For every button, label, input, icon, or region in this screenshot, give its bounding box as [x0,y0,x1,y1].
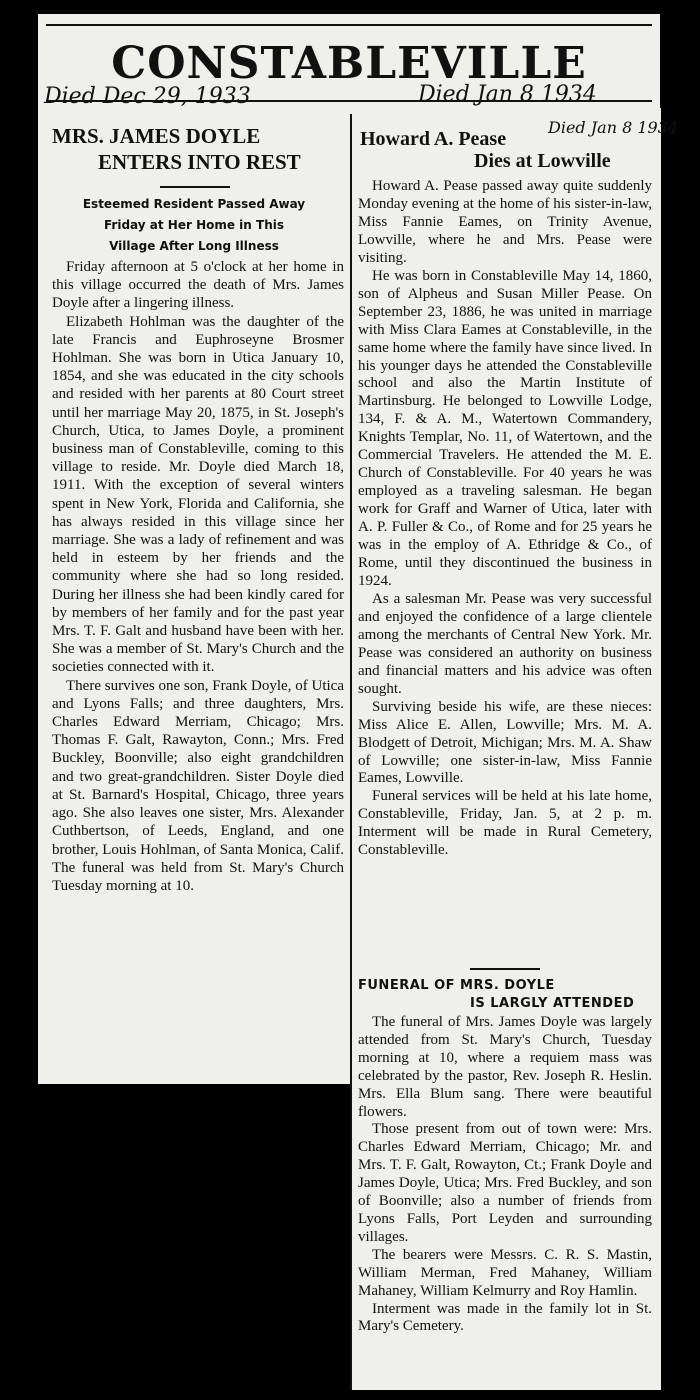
doyle-paragraph: There survives one son, Frank Doyle, of Utica and Lyons Falls; and three daughters, Mrs. Charles Edward Merriam, Chicago; Mrs. Thomas F. Galt, Rawayton, Conn.; Mrs. Fred Buckley, Boonville; also eight grandchildren and two great-grandchildren. Sister Doyle died at St. Barnard's Hospital, Chicago, three years ago. She also leaves one sister, Mrs. Alexander Cuthbertson, of Leeds, England, and one brother, Louis Hohlman, of Santa Monica, Calif. The funeral was held from St. Mary's Church Tuesday morning at 10. [52,677,344,894]
pease-paragraph: Surviving beside his wife, are these nieces: Miss Alice E. Allen, Lowville; Mrs. M. A. Blodgett of Detroit, Michigan; Mrs. M. A. Shaw of Lowville; one sister-in-law, Miss Fannie Eames, Lowville. [358,698,652,787]
doyle-subhead-line1: Esteemed Resident Passed Away [82,197,306,211]
doyle-subhead [44,194,344,257]
doyle-headline-rule [160,186,230,188]
doyle-paragraph: Friday afternoon at 5 o'clock at her home in this village occurred the death of Mrs. James Doyle after a lingering illness. [52,259,344,312]
pease-headline-line1: Howard A. Pease [360,128,507,150]
pease-paragraph: He was born in Constableville May 14, 1860, son of Alpheus and Susan Miller Pease. On September 23, 1886, he was united in marriage with Miss Clara Eames at Constableville, in the same home where the family have since lived. In his younger days he attended the Constableville school and also the Martin Institute of Martinsburg. He belonged to Lowville Lodge, 134, F. & A. M., Watertown Commandery, Knights Templar, No. 11, of Watertown, and the Commercial Travelers. He attended the M. E. Church of Constableville. For 40 years he was employed as a traveling salesman. He began work for Graff and Warner of Utica, later with A. P. Fuller & Co., of Rome and for 25 years he was in the employ of A. Ethridge & Co., of Rome, until they discontinued the business in 1924. [358,267,652,589]
masthead [38,14,660,114]
funeral-rule [470,968,540,970]
funeral-paragraph: The funeral of Mrs. James Doyle was largely attended from St. Mary's Church, Tuesday morning at 10, where a requiem mass was celebrated by the pastor, Rev. Joseph R. Heslin. Mrs. Ella Blum sang. There were beautiful flowers. [358,1014,652,1120]
doyle-headline-line1: MRS. JAMES DOYLE [52,124,261,148]
pease-body [358,178,652,860]
doyle-headline-line2: ENTERS INTO REST [98,150,301,174]
doyle-subhead-line2: Friday at Her Home in This [104,218,284,232]
funeral-paragraph: Interment was made in the family lot in St. Mary's Cemetery. [358,1300,652,1335]
funeral-body [358,1014,652,1336]
doyle-body [52,258,344,895]
masthead-top-rule [46,24,652,26]
pease-headline-line2: Dies at Lowville [474,150,611,172]
doyle-paragraph: Elizabeth Hohlman was the daughter of the late Francis and Euphroseyne Brosmer Hohlman. She was born in Utica January 10, 1854, and she was educated in the city schools and resided with her parents at 80 Court street until her marriage May 20, 1875, in St. Joseph's Church, Utica, to James Doyle, a prominent business man of Constableville, coming to this village to reside. Mr. Doyle died March 18, 1911. With the exception of several winters spent in New York, Florida and California, she has always resided in this village since her marriage. She was a lady of refinement and was held in esteem by her friends and the community where she had so long resided. During her illness she had been kindly cared for by members of her family and for the past year Mrs. T. F. Galt and husband have been with her. She was a member of St. Mary's Church and the societies connected with it. [52,313,344,676]
doyle-subhead-line3: Village After Long Illness [109,239,279,253]
pease-paragraph: Howard A. Pease passed away quite suddenly Monday evening at the home of his sister-in-law, Miss Fannie Eames, on Trinity Avenue, Lowville, where he and Mrs. Pease were visiting. [358,178,652,266]
funeral-paragraph: Those present from out of town were: Mrs. Charles Edward Merriam, Chicago; Mr. and Mrs. T. F. Galt, Rowayton, Ct.; Frank Doyle and James Doyle, Utica; Mrs. Fred Buckley, and son of Boonville; also a number of friends from Lyons Falls, Port Leyden and surrounding villages. [358,1121,652,1245]
funeral-headline-line2: IS LARGLY ATTENDED [470,996,635,1011]
handwritten-note-right: Died Jan 8 1934 [418,82,597,107]
pease-paragraph: As a salesman Mr. Pease was very successful and enjoyed the confidence of a large clientele among the merchants of Central New York. Mr. Pease was considered an authority on business and financial matters and his advice was often sought. [358,590,652,697]
masthead-title: CONSTABLEVILLE [111,38,587,89]
pease-handwritten-date: Died Jan 8 1934 [548,118,679,137]
handwritten-note-left: Died Dec 29, 1933 [44,84,251,109]
pease-paragraph: Funeral services will be held at his late home, Constableville, Friday, Jan. 5, at 2 p. m. Interment will be made in Rural Cemetery, Constableville. [358,788,652,859]
funeral-paragraph: The bearers were Messrs. C. R. S. Mastin, William Merman, Fred Mahaney, William Mahaney, William Kelmurry and Roy Hamlin. [358,1246,652,1299]
funeral-headline-line1: FUNERAL OF MRS. DOYLE [358,978,555,993]
